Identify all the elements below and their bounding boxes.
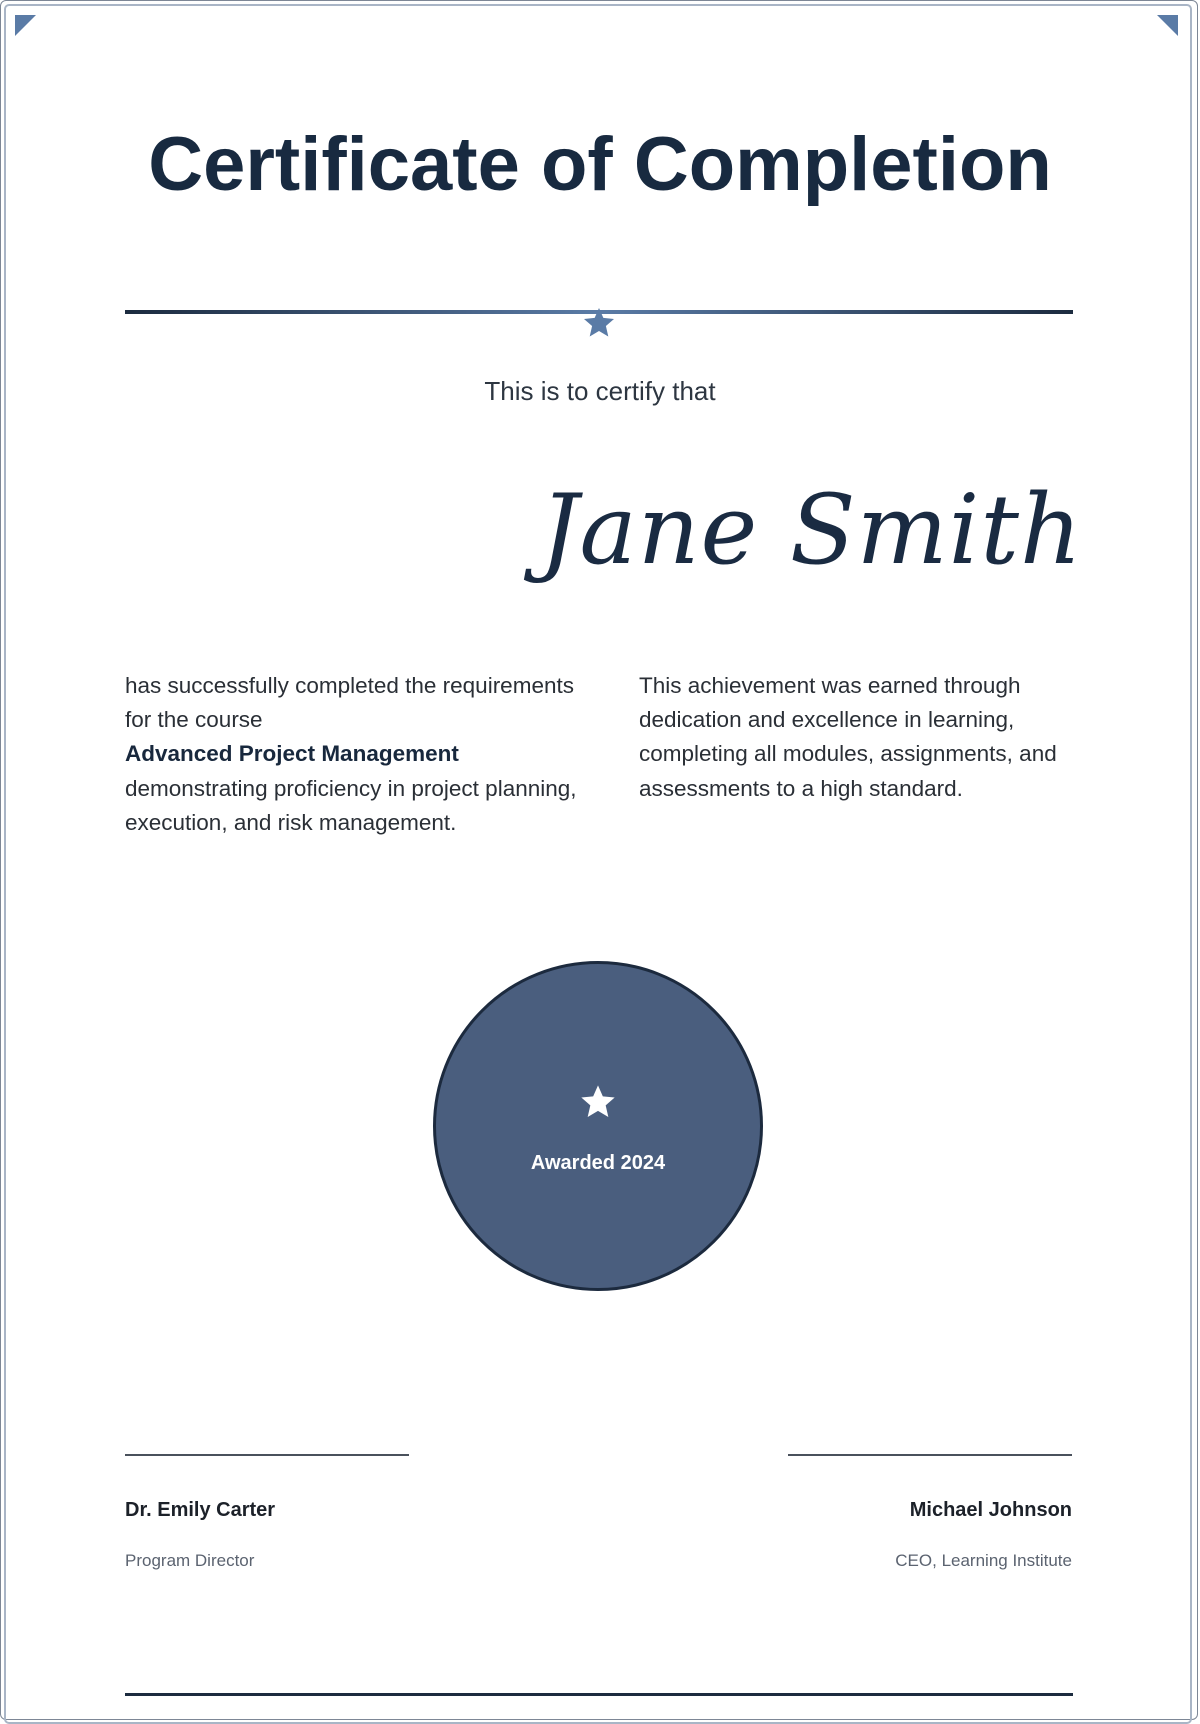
completion-detail-text: demonstrating proficiency in project planning, execution, and risk management. bbox=[125, 775, 577, 835]
signatory-name-left: Dr. Emily Carter bbox=[125, 1499, 276, 1521]
certificate-inner-border bbox=[4, 4, 1192, 1724]
seal-label: Awarded 2024 bbox=[530, 1152, 666, 1174]
course-name: Advanced Project Management bbox=[125, 741, 459, 767]
bottom-divider bbox=[125, 1693, 1073, 1696]
divider-star-icon bbox=[581, 305, 617, 341]
achievement-text: This achievement was earned through dedication and excellence in learning, completing all modules, assignments, and assessments to a high standard. bbox=[639, 673, 1057, 801]
achievement-description bbox=[639, 669, 1079, 806]
signatory-name-right: Michael Johnson bbox=[909, 1499, 1072, 1521]
signatory-title-right: CEO, Learning Institute bbox=[895, 1551, 1072, 1570]
completion-intro-text: has successfully completed the requirements for the course bbox=[125, 673, 574, 733]
star-icon bbox=[578, 1082, 618, 1122]
recipient-name: Jane Smith bbox=[540, 474, 1083, 586]
certify-intro: This is to certify that bbox=[484, 376, 716, 406]
award-seal bbox=[433, 961, 763, 1291]
corner-ornament-left-icon bbox=[15, 15, 36, 36]
corner-ornament-right-icon bbox=[1157, 15, 1178, 36]
signature-line-right bbox=[788, 1454, 1072, 1456]
signatory-title-left: Program Director bbox=[125, 1551, 255, 1570]
completion-description bbox=[125, 669, 595, 840]
certificate-title: Certificate of Completion bbox=[148, 122, 1052, 207]
signature-line-left bbox=[125, 1454, 409, 1456]
